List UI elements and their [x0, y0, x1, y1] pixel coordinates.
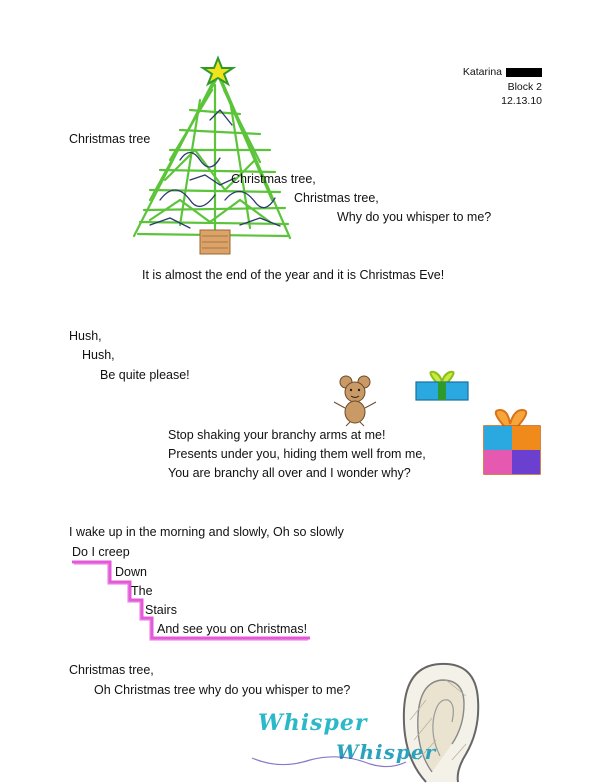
- stanza2-line1: Hush,: [69, 329, 102, 343]
- stanza3-line3: You are branchy all over and I wonder why?: [168, 466, 411, 480]
- stairs-line3: The: [131, 584, 153, 598]
- stairs-line1: Do I creep: [72, 545, 130, 559]
- mouse-drawing: [328, 372, 384, 428]
- stanza5-line1: Christmas tree,: [69, 663, 154, 677]
- stanza2-line2: Hush,: [82, 348, 115, 362]
- stanza4-intro: I wake up in the morning and slowly, Oh so slowly: [69, 525, 344, 539]
- student-name-text: Katarina: [462, 66, 502, 78]
- whisper-doodle-1: Whisper: [258, 710, 368, 736]
- date-text: 12.13.10: [501, 95, 542, 107]
- gift-small-drawing: [414, 368, 470, 404]
- stairs-line4: Stairs: [145, 603, 177, 617]
- stanza1-line2: Christmas tree,: [294, 191, 379, 205]
- tree-branches: [134, 72, 290, 238]
- stanza3-line1: Stop shaking your branchy arms at me!: [168, 428, 386, 442]
- poem-title: Christmas tree: [69, 132, 151, 146]
- christmas-eve-line: It is almost the end of the year and it is Christmas Eve!: [142, 268, 445, 282]
- stairs-line2: Down: [115, 565, 147, 579]
- stanza2-line3: Be quite please!: [100, 368, 190, 382]
- star-icon: [203, 58, 233, 84]
- redaction-bar: [506, 68, 542, 77]
- student-name: [463, 66, 542, 79]
- christmas-tree-drawing: [120, 50, 300, 260]
- stanza5-line2: Oh Christmas tree why do you whisper to me?: [94, 683, 351, 697]
- stairs-line5: And see you on Christmas!: [157, 622, 308, 636]
- whisper-doodle-2: Whisper: [336, 740, 437, 764]
- stanza3-line2: Presents under you, hiding them well from me,: [168, 447, 426, 461]
- stanza1-line1: Christmas tree,: [231, 172, 316, 186]
- class-block: Block 2: [507, 81, 542, 93]
- gift-large-drawing: [478, 406, 546, 478]
- whisper-underline-scribble: [250, 748, 410, 774]
- stanza1-line3: Why do you whisper to me?: [337, 210, 492, 224]
- tree-trunk: [200, 230, 230, 254]
